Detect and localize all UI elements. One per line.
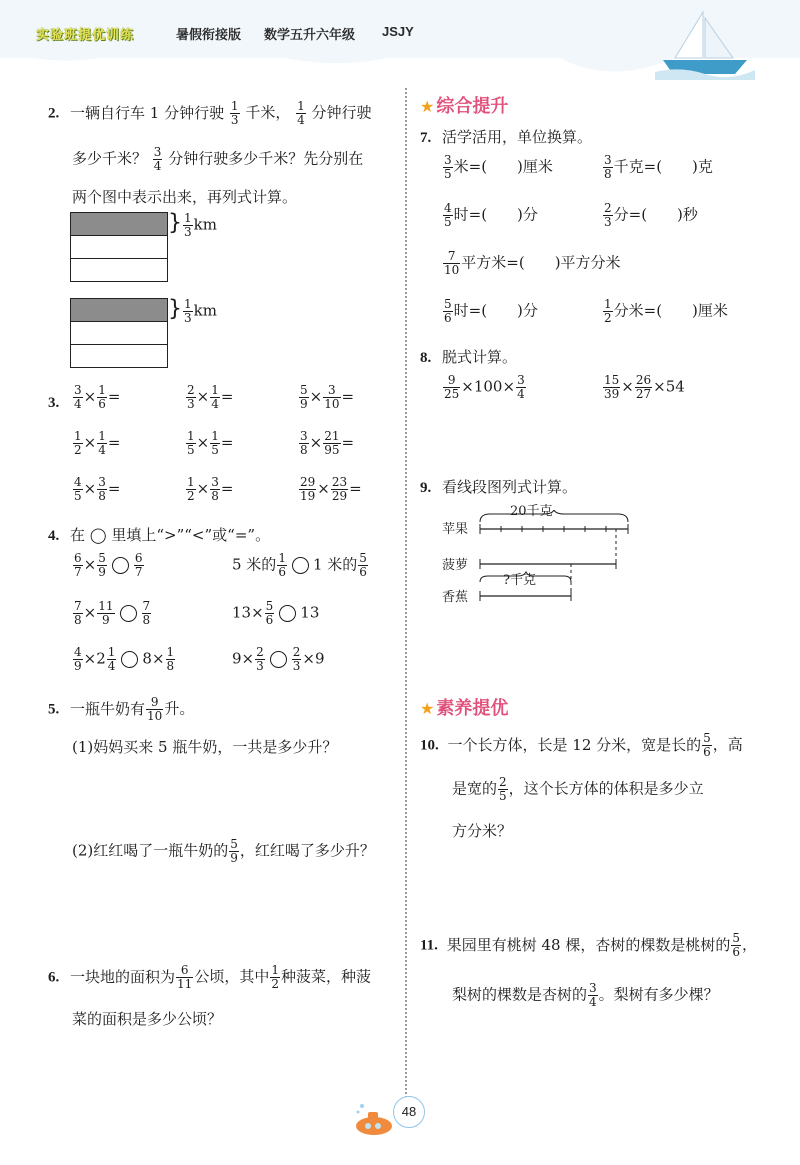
q4-line: 4. 在 ◯ 里填上“>”“<”或“=”。 [48,526,271,544]
q2-line2: 多少千米？ $\frac{3}{4}$ 分钟行驶多少千米？先分别在 [72,145,364,173]
q4-item: 5 米的 $\frac{1}{6}$ 1 米的 $\frac{5}{6}$ [232,551,367,579]
total-brace [480,510,628,522]
q4-item: 9× $\frac{2}{3}$ $\frac{2}{3}$ ×9 [232,645,325,673]
q2-diagram-1 [70,212,168,282]
series-title: 实验班提优训练 [36,27,135,42]
q2-line1: 2. 一辆自行车 1 分钟行驶 $\frac{1}{3}$ 千米， $\frac{1}{4}$ 分钟行驶 [48,99,372,127]
q6-line2: 菜的面积是多少公顷？ [72,1010,223,1028]
q4-item: $\frac{4}{9}$ ×2 $\frac{1}{4}$ 8× $\frac{1}{8}$ [74,645,175,673]
unknown-brace [480,572,571,582]
q11-line2: 梨树的棵数是杏树的 $\frac{3}{4}$ 。梨树有多少棵？ [452,981,719,1009]
subject-label: 数学五升六年级 [264,27,356,42]
q7-item: $\frac{1}{2}$ 分米=( )厘米 [604,297,728,325]
q3-number: 3. [48,395,60,411]
q6-line1: 6. 一块地的面积为 $\frac{6}{11}$ 公顷，其中 $\frac{1}{2}$ 种菠菜，种菠 [48,963,371,991]
q4-item: 13× $\frac{5}{6}$ 13 [232,599,320,627]
label-banana: 香蕉 [442,590,469,605]
compare-circle[interactable] [279,605,296,622]
q7-item: $\frac{5}{6}$ 时=( )分 [444,297,538,325]
section-title-comprehensive: ★ 综合提升 [420,96,509,116]
publisher-code: JSJY [382,24,414,39]
compare-circle[interactable] [292,557,309,574]
edition-label: 暑假衔接版 [176,27,242,42]
q10-line1: 10. 一个长方体，长是 12 分米，宽是长的 $\frac{5}{6}$ ，高 [420,731,743,759]
q3-item: $\frac{1}{2}$ × $\frac{1}{4}$ = [74,429,121,457]
q2-line3: 两个图中表示出来，再列式计算。 [72,188,298,206]
q3-item: $\frac{3}{4}$ × $\frac{1}{6}$ = [74,383,121,411]
fraction: $\frac{3}{4}$ [153,145,162,173]
q5-sub2: (2)红红喝了一瓶牛奶的 $\frac{5}{9}$ ，红红喝了多少升？ [72,837,375,865]
fraction: $\frac{1}{3}$ [230,99,239,127]
q3-item: $\frac{1}{2}$ × $\frac{3}{8}$ = [187,475,234,503]
q2-diagram-2 [70,298,168,368]
compare-circle[interactable] [112,557,129,574]
q10-line2: 是宽的 $\frac{2}{5}$ ，这个长方体的体积是多少立 [452,775,704,803]
q7-item: $\frac{2}{3}$ 分=( )秒 [604,201,698,229]
unknown-label: ?千克 [503,573,536,588]
q3-item: $\frac{2}{3}$ × $\frac{1}{4}$ = [187,383,234,411]
star-icon: ★ [420,99,435,116]
compare-circle[interactable] [121,651,138,668]
q7-line: 7. 活学活用，单位换算。 [420,128,593,146]
q8-line: 8. 脱式计算。 [420,348,518,366]
segment-diagram [476,510,656,610]
q5-sub1: (1)妈妈买来 5 瓶牛奶，一共是多少升？ [72,738,338,756]
q8-expr-2: $\frac{15}{39}$ × $\frac{26}{27}$ ×54 [604,373,685,401]
q4-item: $\frac{6}{7}$ × $\frac{5}{9}$ $\frac{6}{7}$ [74,551,143,579]
q8-expr-1: $\frac{9}{25}$ ×100× $\frac{3}{4}$ [444,373,525,401]
label-apple: 苹果 [442,522,469,537]
column-divider [405,88,407,1098]
q3-item: $\frac{4}{5}$ × $\frac{3}{8}$ = [74,475,121,503]
section-title-literacy: ★ 素养提优 [420,698,509,718]
q3-item: $\frac{29}{19}$ × $\frac{23}{29}$ = [300,475,362,503]
submarine-icon [352,1098,398,1138]
q3-item: $\frac{3}{8}$ × $\frac{21}{95}$ = [300,429,355,457]
q3-item: $\frac{1}{5}$ × $\frac{1}{5}$ = [187,429,234,457]
q2-diagram-1-label: } $\frac{1}{3}$ km [168,210,217,239]
q7-item: $\frac{3}{5}$ 米=( )厘米 [444,153,553,181]
q7-item: $\frac{7}{10}$ 平方米=( )平方分米 [444,249,621,277]
fraction: $\frac{1}{4}$ [297,99,305,127]
compare-circle[interactable] [120,605,137,622]
q5-line: 5. 一瓶牛奶有 $\frac{9}{10}$ 升。 [48,695,195,723]
sailboat-icon [655,8,755,80]
q4-item: $\frac{7}{8}$ × $\frac{11}{9}$ $\frac{7}{8}$ [74,599,151,627]
q11-line1: 11. 果园里有桃树 48 棵，杏树的棵数是桃树的 $\frac{5}{6}$ ， [420,931,757,959]
q2-number: 2. [48,105,60,122]
total-label: 20千克 [510,504,553,519]
q10-line3: 方分米？ [452,822,513,840]
q7-item: $\frac{4}{5}$ 时=( )分 [444,201,538,229]
q2-diagram-2-label: } $\frac{1}{3}$ km [168,296,217,325]
compare-circle[interactable] [270,651,287,668]
label-pineapple: 菠萝 [442,558,469,573]
q9-line: 9. 看线段图列式计算。 [420,478,578,496]
q7-item: $\frac{3}{8}$ 千克=( )克 [604,153,713,181]
star-icon: ★ [420,701,435,718]
q3-item: $\frac{5}{9}$ × $\frac{3}{10}$ = [300,383,355,411]
page-number: 48 [393,1096,425,1128]
